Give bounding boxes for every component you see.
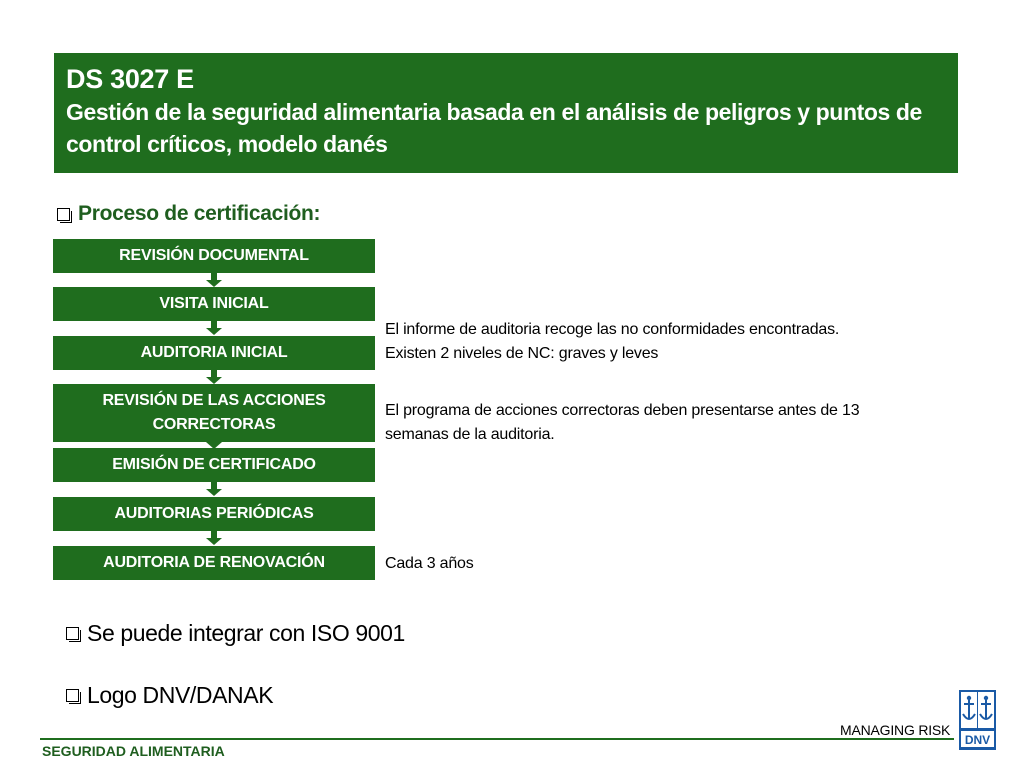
arrow-down-icon (206, 482, 222, 496)
document-subtitle: Gestión de la seguridad alimentaria basada en el análisis de peligros y puntos de control críticos, modelo danés (66, 99, 922, 157)
step-auditoria-renovacion: AUDITORIA DE RENOVACIÓN (53, 546, 375, 580)
bullet-iso-text: Se puede integrar con ISO 9001 (87, 620, 405, 646)
checkbox-bullet-icon (66, 689, 79, 702)
note-line: El informe de auditoria recoge las no conformidades encontradas. (385, 321, 840, 338)
step-visita-inicial: VISITA INICIAL (53, 287, 375, 321)
note-renovacion: Cada 3 años (385, 555, 474, 572)
footer-divider (40, 738, 954, 740)
step-revision-documental: REVISIÓN DOCUMENTAL (53, 239, 375, 273)
step-auditoria-inicial: AUDITORIA INICIAL (53, 336, 375, 370)
dnv-logo-text: DNV (964, 733, 991, 747)
checkbox-bullet-icon (66, 627, 79, 640)
bullet-logo-text: Logo DNV/DANAK (87, 682, 274, 708)
step-auditorias-periodicas: AUDITORIAS PERIÓDICAS (53, 497, 375, 531)
step-emision-certificado: EMISIÓN DE CERTIFICADO (53, 448, 375, 482)
note-line: Existen 2 niveles de NC: graves y leves (385, 345, 659, 362)
title-banner (54, 53, 958, 173)
note-auditoria-inicial (385, 318, 839, 366)
arrow-down-icon (206, 321, 222, 335)
note-line: El programa de acciones correctoras deben presentarse antes de 13 (385, 402, 860, 419)
note-line: semanas de la auditoria. (385, 426, 555, 443)
arrow-down-icon (206, 370, 222, 384)
document-code: DS 3027 E (66, 64, 194, 94)
arrow-down-icon (206, 531, 222, 545)
checkbox-bullet-icon (57, 208, 70, 221)
managing-risk-label: MANAGING RISK (840, 722, 951, 738)
section-heading-text: Proceso de certificación: (78, 202, 321, 225)
footer-section-label: SEGURIDAD ALIMENTARIA (42, 743, 225, 759)
section-heading (57, 202, 320, 226)
dnv-logo (959, 690, 996, 750)
certification-flowchart (53, 239, 375, 580)
step-revision-acciones-correctoras: REVISIÓN DE LAS ACCIONES CORRECTORAS (53, 384, 375, 442)
bullet-logo (66, 682, 273, 709)
arrow-down-icon (206, 273, 222, 287)
note-acciones-correctoras (385, 399, 859, 447)
bullet-iso (66, 620, 405, 647)
